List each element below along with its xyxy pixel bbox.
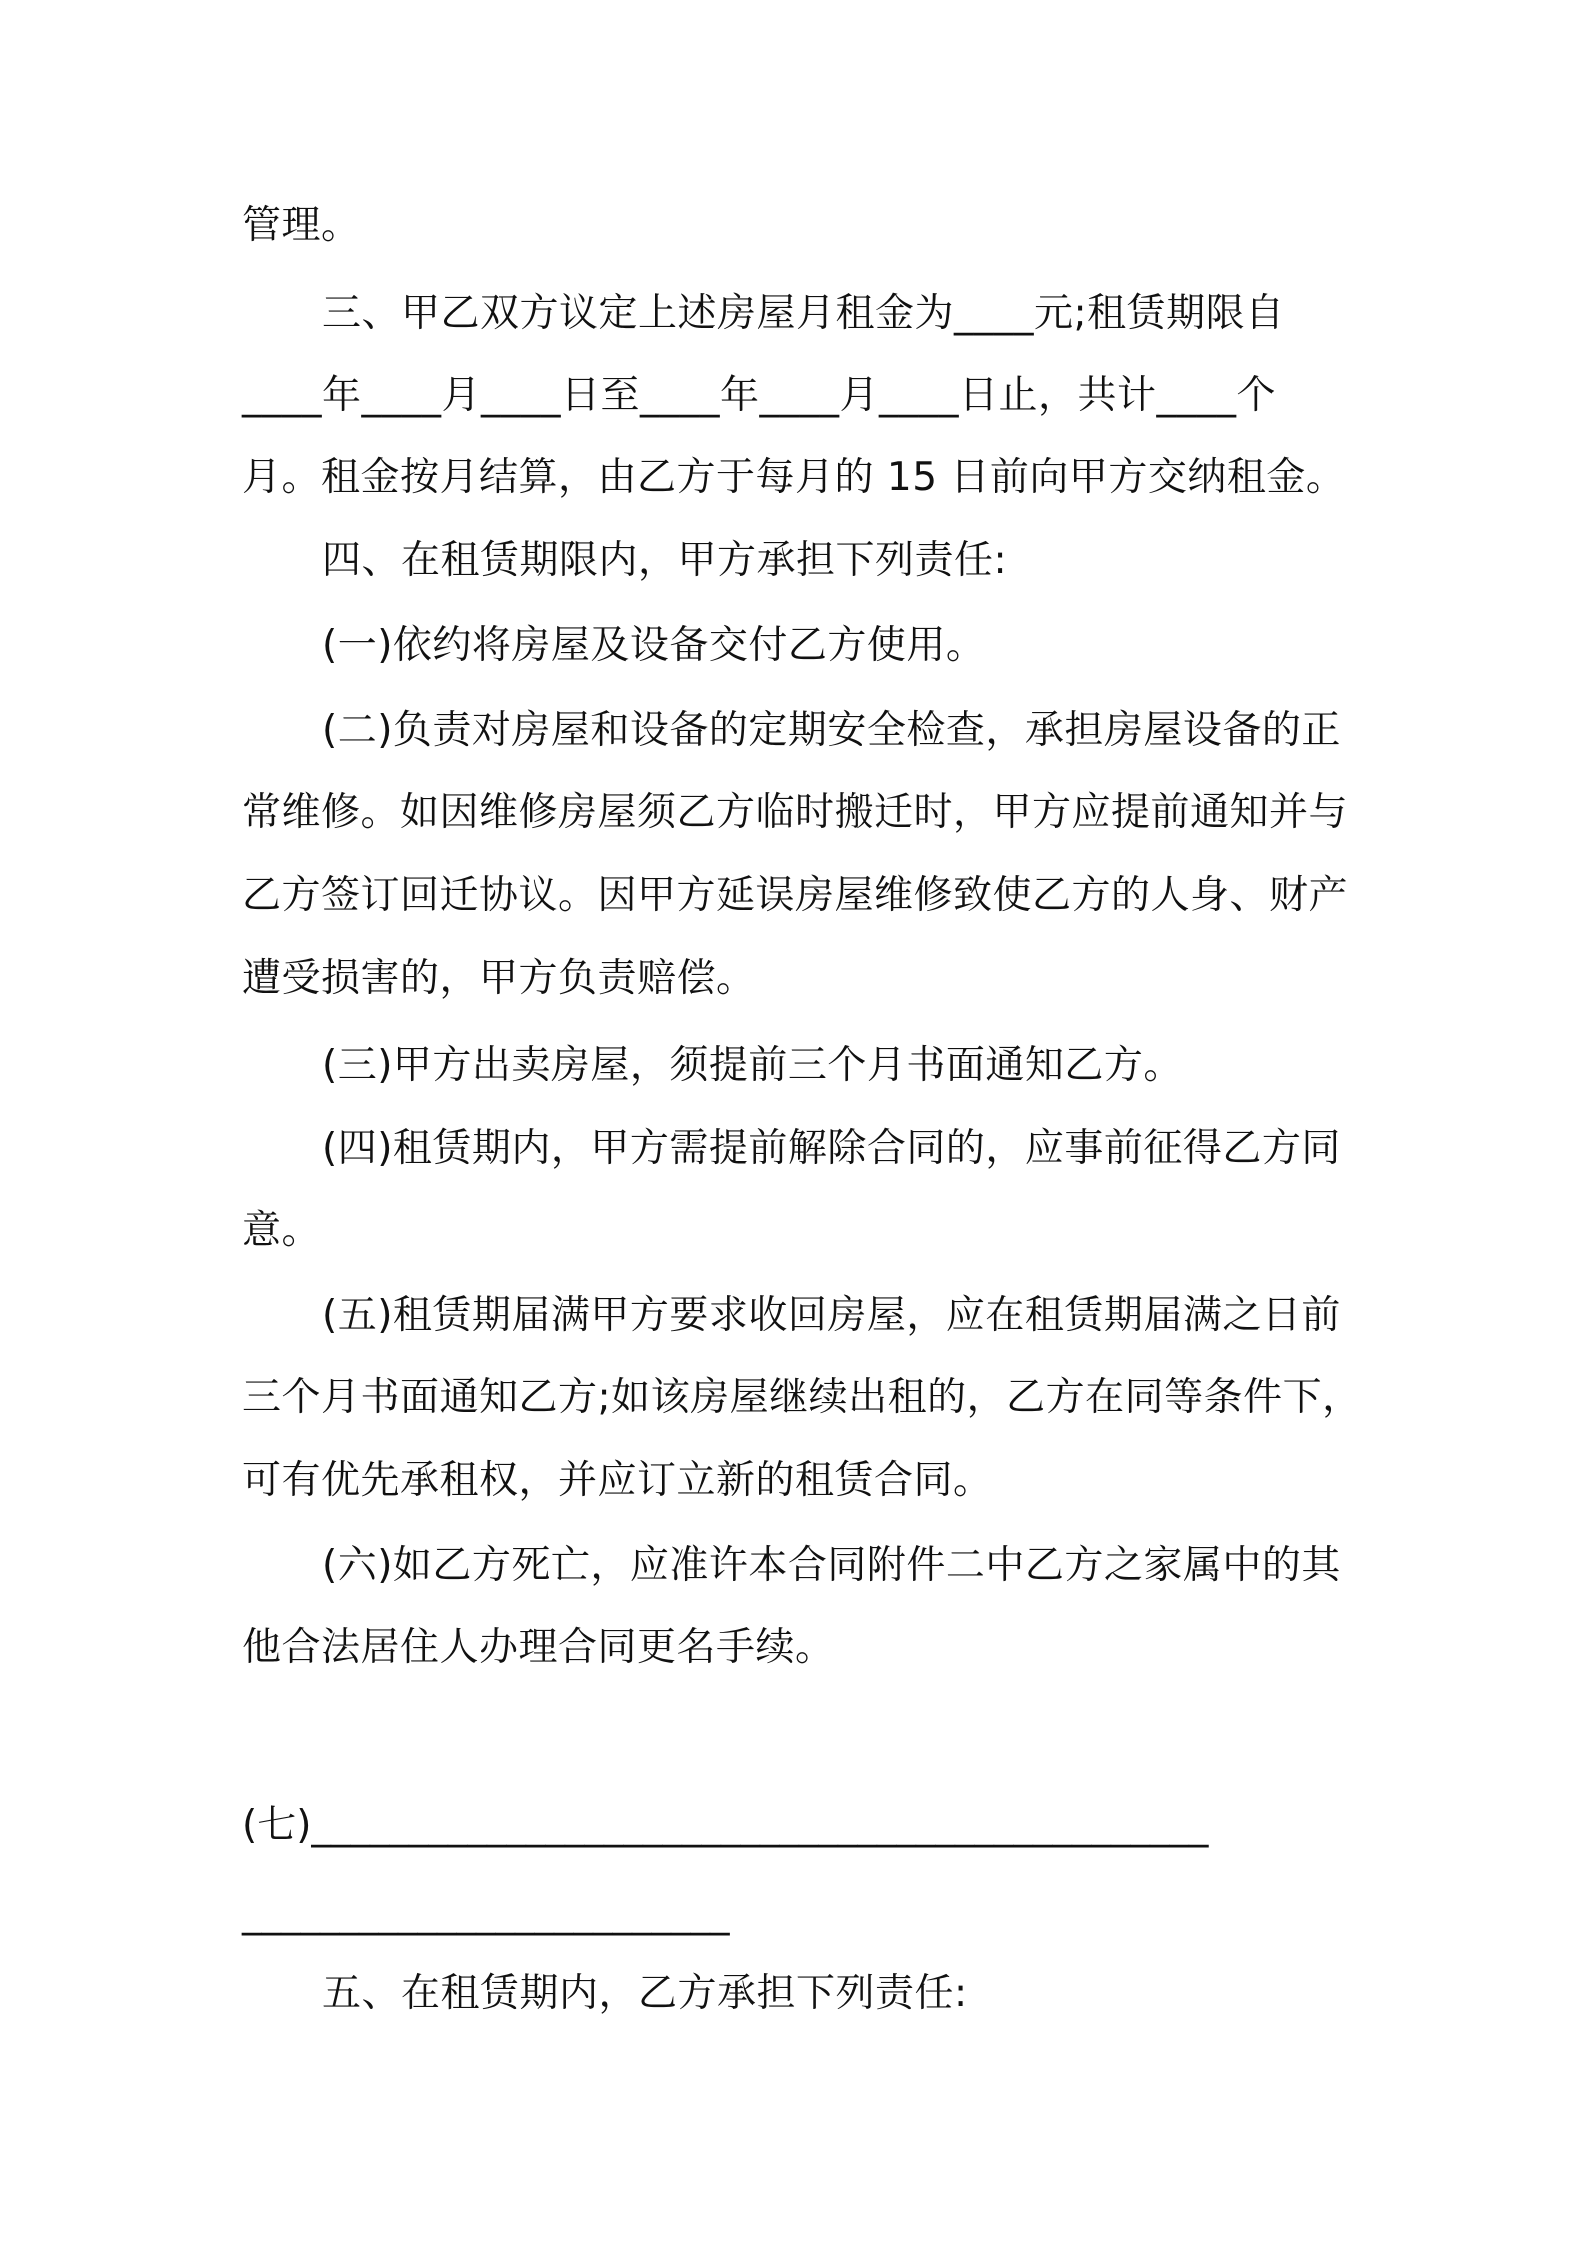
text-line: (一)依约将房屋及设备交付乙方使用。 bbox=[322, 623, 986, 668]
text-line: 五、在租赁期内，乙方承担下列责任: bbox=[322, 1971, 968, 2016]
text-line: 三、甲乙双方议定上述房屋月租金为____元;租赁期限自 bbox=[322, 291, 1285, 336]
text-line: 月。租金按月结算，由乙方于每月的 15 日前向甲方交纳租金。 bbox=[242, 455, 1346, 500]
text-line: 意。 bbox=[242, 1208, 322, 1253]
text-line: (三)甲方出卖房屋，须提前三个月书面通知乙方。 bbox=[322, 1043, 1183, 1088]
text-line: 三个月书面通知乙方;如该房屋继续出租的，乙方在同等条件下， bbox=[242, 1375, 1362, 1420]
text-line: (六)如乙方死亡，应准许本合同附件二中乙方之家属中的其 bbox=[322, 1543, 1341, 1588]
text-line: 遭受损害的，甲方负责赔偿。 bbox=[242, 956, 756, 1001]
blank-fill-line: (七)______________________________________________ bbox=[242, 1803, 1209, 1848]
text-line: 四、在租赁期限内，甲方承担下列责任: bbox=[322, 538, 1008, 583]
text-line: 可有优先承租权，并应订立新的租赁合同。 bbox=[242, 1458, 993, 1503]
text-line: ____年____月____日至____年____月____日止，共计____个 bbox=[242, 373, 1277, 418]
text-line: (二)负责对房屋和设备的定期安全检查，承担房屋设备的正 bbox=[322, 708, 1341, 753]
text-line: (五)租赁期届满甲方要求收回房屋，应在租赁期届满之日前 bbox=[322, 1293, 1341, 1338]
text-line: (四)租赁期内，甲方需提前解除合同的，应事前征得乙方同 bbox=[322, 1126, 1341, 1171]
blank-fill-line: _________________________ bbox=[242, 1891, 730, 1936]
text-line: 乙方签订回迁协议。因甲方延误房屋维修致使乙方的人身、财产 bbox=[242, 873, 1349, 918]
text-line: 常维修。如因维修房屋须乙方临时搬迁时，甲方应提前通知并与 bbox=[242, 790, 1349, 835]
text-line: 他合法居住人办理合同更名手续。 bbox=[242, 1625, 835, 1670]
text-line: 管理。 bbox=[242, 203, 361, 248]
